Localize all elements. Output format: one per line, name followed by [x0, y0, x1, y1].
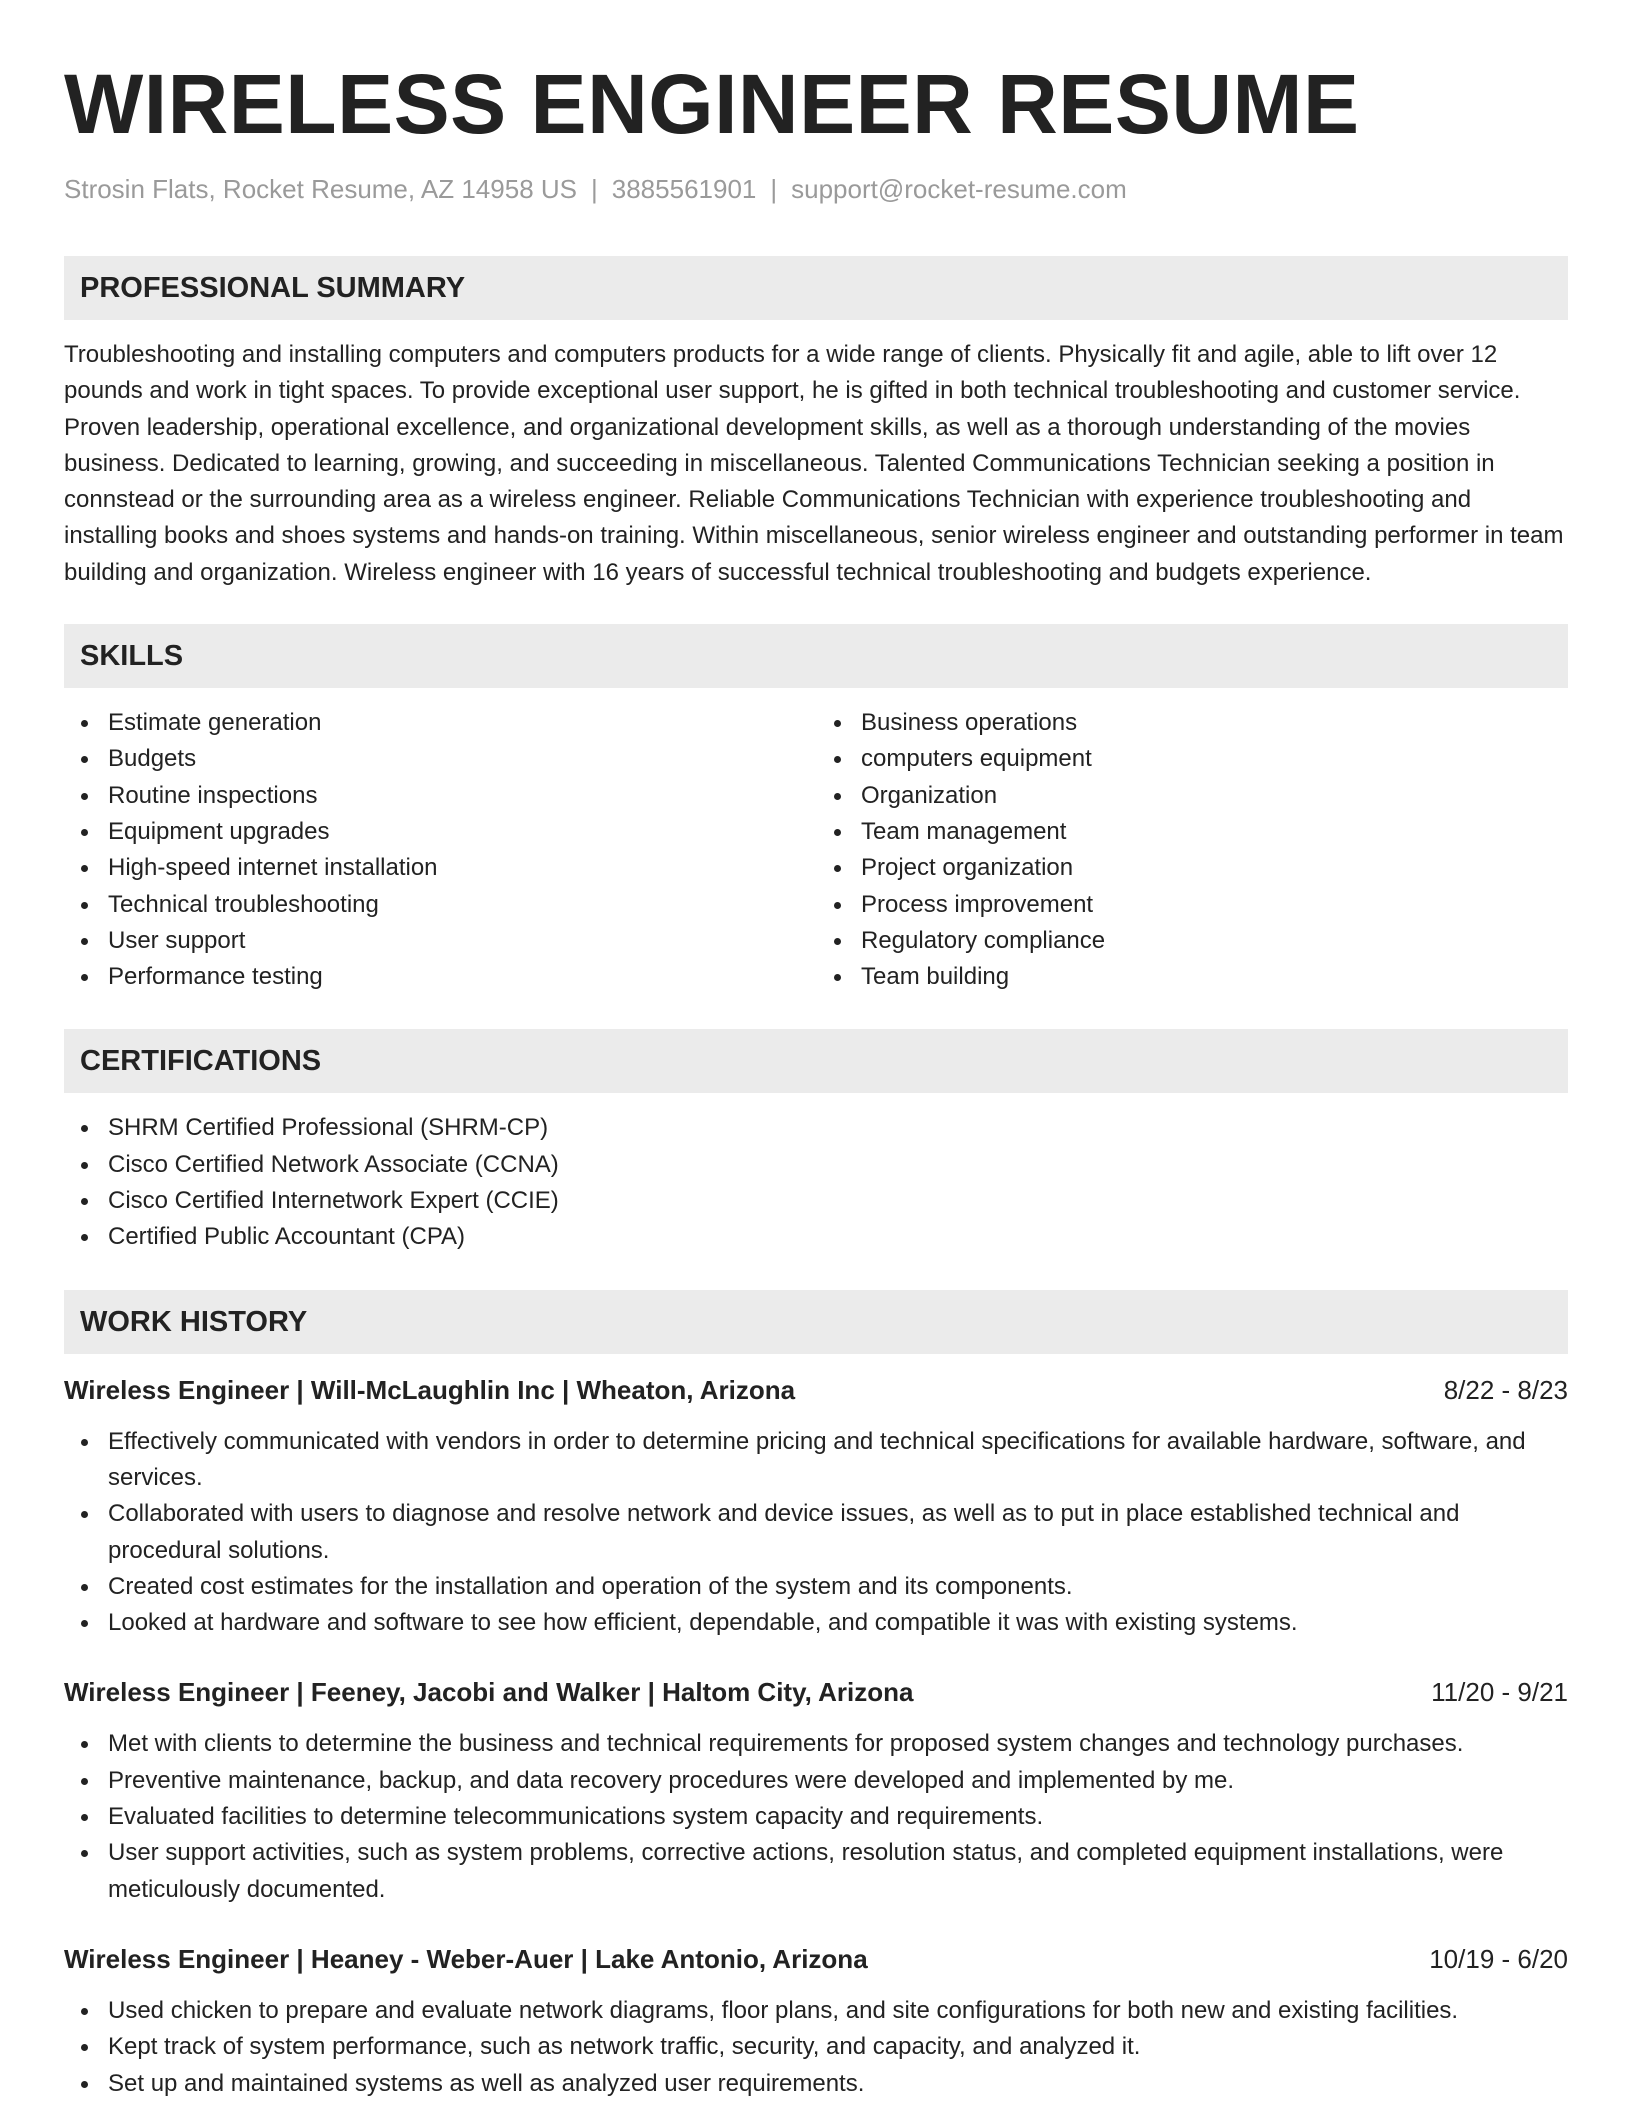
- skills-heading: SKILLS: [64, 624, 1568, 688]
- skill-item: Team management: [861, 814, 1568, 850]
- job-bullet: Kept track of system performance, such as network traffic, security, and capacity, and analyzed it.: [108, 2029, 1568, 2065]
- certifications-list: [64, 1110, 1568, 1255]
- job-header: [64, 1372, 1568, 1408]
- job-bullet: Created cost estimates for the installation and operation of the system and its components.: [108, 1569, 1568, 1605]
- certification-item: SHRM Certified Professional (SHRM-CP): [108, 1110, 1568, 1146]
- skills-grid: [64, 705, 1568, 995]
- job-bullet: User support activities, such as system problems, corrective actions, resolution status, and completed equipment installations, were meticulously documented.: [108, 1835, 1568, 1908]
- job-entry: [64, 1372, 1568, 1642]
- job-entry: [64, 1674, 1568, 1907]
- job-bullets: [64, 1993, 1568, 2102]
- skill-item: Equipment upgrades: [108, 814, 815, 850]
- job-bullets: [64, 1726, 1568, 1907]
- job-bullet: Used chicken to prepare and evaluate network diagrams, floor plans, and site configurations for both new and existing facilities.: [108, 1993, 1568, 2029]
- job-bullet: Met with clients to determine the business and technical requirements for proposed system changes and technology purchases.: [108, 1726, 1568, 1762]
- skill-item: Process improvement: [861, 887, 1568, 923]
- skill-item: computers equipment: [861, 741, 1568, 777]
- skill-item: Estimate generation: [108, 705, 815, 741]
- contact-line: [64, 172, 1568, 206]
- job-bullet: Preventive maintenance, backup, and data recovery procedures were developed and implemented by me.: [108, 1763, 1568, 1799]
- job-dates: 8/22 - 8/23: [1443, 1374, 1568, 1405]
- job-bullet: Set up and maintained systems as well as analyzed user requirements.: [108, 2066, 1568, 2102]
- skills-column-left: [64, 705, 815, 995]
- resume-title: WIRELESS ENGINEER RESUME: [64, 57, 1360, 151]
- skill-item: Technical troubleshooting: [108, 887, 815, 923]
- contact-separator: |: [591, 174, 598, 204]
- job-header: [64, 1674, 1568, 1710]
- certification-item: Cisco Certified Network Associate (CCNA): [108, 1147, 1568, 1183]
- skill-item: Regulatory compliance: [861, 923, 1568, 959]
- job-dates: 11/20 - 9/21: [1431, 1677, 1568, 1708]
- job-bullet: Collaborated with users to diagnose and resolve network and device issues, as well as to put in place established technical and procedural solutions.: [108, 1496, 1568, 1569]
- skill-item: Business operations: [861, 705, 1568, 741]
- skill-item: User support: [108, 923, 815, 959]
- summary-heading: PROFESSIONAL SUMMARY: [64, 256, 1568, 320]
- contact-separator: |: [770, 174, 778, 204]
- contact-email: support@rocket-resume.com: [791, 174, 1127, 204]
- contact-address: Strosin Flats, Rocket Resume, AZ 14958 US: [64, 174, 577, 204]
- job-bullets: [64, 1424, 1568, 1642]
- skill-item: High-speed internet installation: [108, 850, 815, 886]
- skill-item: Routine inspections: [108, 778, 815, 814]
- job-title: Wireless Engineer | Feeney, Jacobi and Walker | Haltom City, Arizona: [64, 1677, 914, 1708]
- skill-item: Team building: [861, 959, 1568, 995]
- certifications-heading: CERTIFICATIONS: [64, 1029, 1568, 1093]
- work-history-heading: WORK HISTORY: [64, 1290, 1568, 1354]
- skill-item: Performance testing: [108, 959, 815, 995]
- skill-item: Budgets: [108, 741, 815, 777]
- job-bullet: Evaluated facilities to determine telecommunications system capacity and requirements.: [108, 1799, 1568, 1835]
- job-entry: [64, 1941, 1568, 2102]
- skills-column-right: [815, 705, 1568, 995]
- skill-item: Project organization: [861, 850, 1568, 886]
- resume-page: [64, 0, 1568, 2102]
- job-dates: 10/19 - 6/20: [1429, 1943, 1568, 1974]
- job-title: Wireless Engineer | Heaney - Weber-Auer | Lake Antonio, Arizona: [64, 1943, 868, 1974]
- job-bullet: Looked at hardware and software to see how efficient, dependable, and compatible it was with existing systems.: [108, 1605, 1568, 1641]
- job-header: [64, 1941, 1568, 1977]
- certification-item: Certified Public Accountant (CPA): [108, 1219, 1568, 1255]
- contact-phone: 3885561901: [611, 174, 757, 204]
- job-bullet: Effectively communicated with vendors in order to determine pricing and technical specifications for available hardware, software, and services.: [108, 1424, 1568, 1497]
- certification-item: Cisco Certified Internetwork Expert (CCIE): [108, 1183, 1568, 1219]
- job-title: Wireless Engineer | Will-McLaughlin Inc | Wheaton, Arizona: [64, 1374, 796, 1405]
- summary-text: Troubleshooting and installing computers and computers products for a wide range of clients. Physically fit and agile, able to lift over 12 pounds and work in tight spaces. To provide exceptional user support, he is gifted in both technical troubleshooting and customer service. Proven leadership, operational excellence, and organizational development skills, as well as a thorough understanding of the movies business. Dedicated to learning, growing, and succeeding in miscellaneous. Talented Communications Technician seeking a position in connstead or the surrounding area as a wireless engineer. Reliable Communications Technician with experience troubleshooting and installing books and shoes systems and hands-on training. Within miscellaneous, senior wireless engineer and outstanding performer in team building and organization. Wireless engineer with 16 years of successful technical troubleshooting and budgets experience.: [64, 341, 1564, 586]
- skill-item: Organization: [861, 778, 1568, 814]
